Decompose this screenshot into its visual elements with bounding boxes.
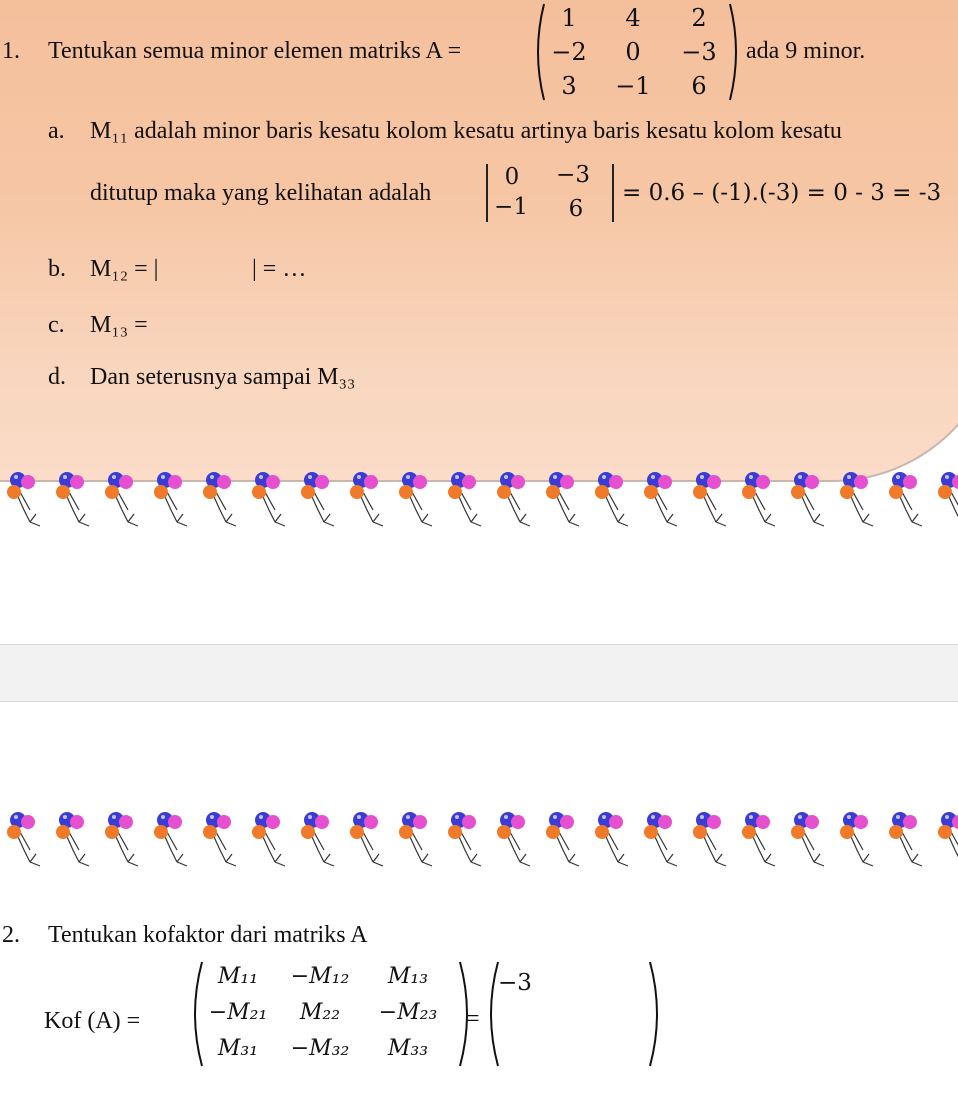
balloon-icon (935, 810, 958, 870)
balloon-icon (298, 810, 344, 870)
matrix-cell: −3 (681, 38, 717, 66)
balloon-icon (494, 470, 540, 530)
balloon-icon (592, 810, 638, 870)
item-b-label: b. (48, 256, 66, 282)
balloon-icon (788, 810, 834, 870)
balloon-icon (102, 470, 148, 530)
balloon-icon (886, 810, 932, 870)
balloon-icon (347, 810, 393, 870)
balloon-icon (4, 810, 50, 870)
kof-equals: = (466, 1006, 480, 1032)
matrix-a (532, 2, 742, 102)
matrix-cell: 2 (691, 4, 707, 32)
matrix-cell: 4 (625, 4, 641, 32)
balloon-icon (396, 810, 442, 870)
kof-cell: −M₁₂ (290, 964, 350, 989)
matrix-cell: −2 (551, 38, 587, 66)
det-cell: −1 (494, 194, 528, 220)
kof-cell: M₁₁ (217, 964, 259, 989)
item-a-line2: ditutup maka yang kelihatan adalah (90, 180, 432, 206)
q1-number: 1. (2, 38, 20, 64)
item-b-end: | = … (252, 256, 307, 282)
balloon-icon (4, 470, 50, 530)
balloon-border-top (0, 470, 958, 530)
item-a-result: = 0.6 – (-1).(-3) = 0 - 3 = -3 (622, 180, 942, 206)
balloon-icon (788, 470, 834, 530)
kof-cell: −M₂₃ (378, 1000, 438, 1025)
balloon-icon (592, 470, 638, 530)
item-d-label: d. (48, 364, 66, 390)
matrix-cell: 0 (625, 38, 641, 66)
balloon-icon (494, 810, 540, 870)
balloon-icon (837, 470, 883, 530)
item-a-line1: M₁₁ adalah minor baris kesatu kolom kesatu artinya baris kesatu kolom kesatu (90, 118, 842, 144)
balloon-icon (151, 810, 197, 870)
det-cell: −3 (556, 162, 590, 188)
balloon-border-bottom (0, 810, 958, 870)
balloon-icon (200, 470, 246, 530)
matrix-cell: 6 (691, 72, 707, 100)
balloon-icon (200, 810, 246, 870)
balloon-icon (886, 470, 932, 530)
balloon-icon (347, 470, 393, 530)
answer-matrix (484, 960, 664, 1068)
right-paren (728, 2, 742, 102)
item-c-label: c. (48, 312, 65, 338)
determinant (480, 160, 620, 226)
item-b-text: M₁₂ = | (90, 256, 159, 282)
right-paren (648, 960, 664, 1068)
balloon-icon (298, 470, 344, 530)
balloon-icon (690, 470, 736, 530)
balloon-icon (445, 810, 491, 870)
kof-cell: −M₂₁ (208, 1000, 268, 1025)
balloon-icon (641, 470, 687, 530)
q2-text: Tentukan kofaktor dari matriks A (48, 922, 368, 948)
kof-cell: −M₃₂ (290, 1036, 350, 1061)
q2-number: 2. (2, 922, 20, 948)
item-c-text: M₁₃ = (90, 312, 148, 338)
balloon-icon (396, 470, 442, 530)
balloon-icon (249, 470, 295, 530)
balloon-icon (53, 810, 99, 870)
answer-cell: −3 (498, 970, 532, 996)
balloon-icon (837, 810, 883, 870)
balloon-icon (739, 810, 785, 870)
balloon-icon (543, 470, 589, 530)
det-cell: 6 (568, 196, 584, 222)
balloon-icon (102, 810, 148, 870)
matrix-cell: −1 (615, 72, 651, 100)
balloon-icon (739, 470, 785, 530)
item-d-text: Dan seterusnya sampai M₃₃ (90, 364, 356, 390)
orange-panel (0, 0, 958, 482)
kof-cell: M₂₂ (299, 1000, 341, 1025)
det-bar-right (612, 164, 614, 222)
balloon-icon (690, 810, 736, 870)
item-a-label: a. (48, 118, 65, 144)
balloon-icon (445, 470, 491, 530)
balloon-icon (151, 470, 197, 530)
matrix-cell: 3 (561, 72, 577, 100)
kof-cell: M₃₃ (387, 1036, 429, 1061)
balloon-icon (641, 810, 687, 870)
matrix-cell: 1 (561, 4, 577, 32)
page-gap (0, 644, 958, 702)
balloon-icon (935, 470, 958, 530)
kof-cell: M₃₁ (217, 1036, 259, 1061)
q1-text: Tentukan semua minor elemen matriks A = (48, 38, 462, 64)
kofaktor-matrix (188, 960, 478, 1068)
kof-cell: M₁₃ (387, 964, 429, 989)
q1-suffix: ada 9 minor. (746, 38, 866, 64)
kof-label: Kof (A) = (44, 1008, 141, 1034)
balloon-icon (543, 810, 589, 870)
balloon-icon (53, 470, 99, 530)
balloon-icon (249, 810, 295, 870)
det-cell: 0 (504, 164, 520, 190)
